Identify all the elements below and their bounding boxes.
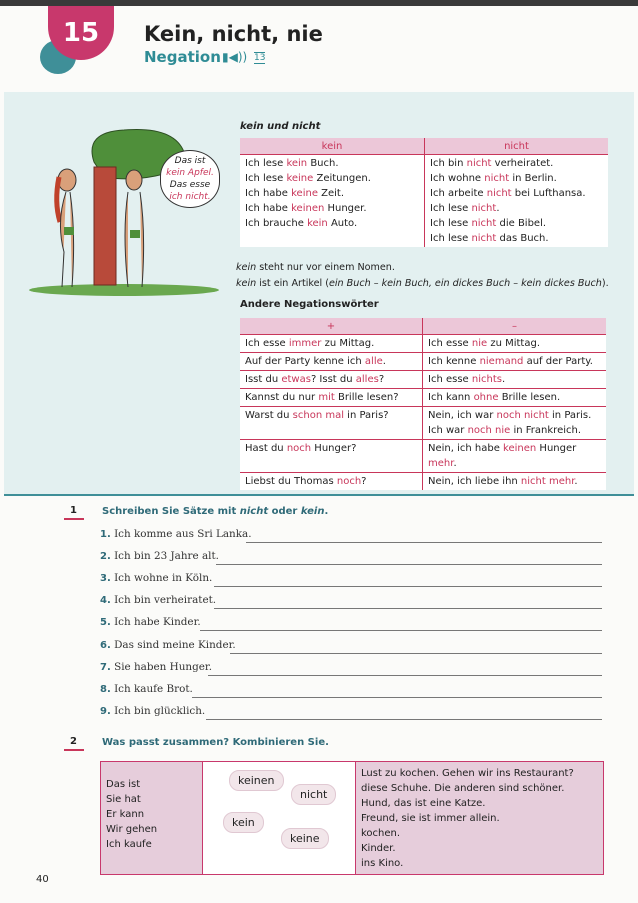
grammar-note-1: kein steht nur vor einem Nomen. <box>236 262 395 273</box>
sentence-item: 7. Sie haben Hunger. <box>100 661 213 673</box>
sentence-item: 2. Ich bin 23 Jahre alt. <box>100 550 219 562</box>
exercise-1-underline <box>64 518 84 520</box>
sentence-item: 9. Ich bin glücklich. <box>100 705 206 717</box>
kein-nicht-table <box>240 138 608 247</box>
answer-line-5[interactable] <box>200 630 602 631</box>
answer-line-6[interactable] <box>230 653 602 654</box>
sentence-item: 8. Ich kaufe Brot. <box>100 683 193 695</box>
word-chip-keine[interactable]: keine <box>281 828 329 849</box>
unit-subtitle: Negation <box>144 48 221 66</box>
exercise-2-instruction: Was passt zusammen? Kombinieren Sie. <box>102 737 329 748</box>
example-row: Ich wohne nicht in Berlin. <box>430 173 557 184</box>
table-row: Liebst du Thomas noch? Nein, ich liebe ihn nicht mehr. <box>240 473 606 491</box>
exercise-1-instruction: Schreiben Sie Sätze mit nicht oder kein. <box>102 506 329 517</box>
answer-line-2[interactable] <box>216 564 602 565</box>
answer-line-9[interactable] <box>206 719 602 720</box>
negation-word-bank <box>203 762 356 874</box>
example-row: Ich arbeite nicht bei Lufthansa. <box>430 188 586 199</box>
sentence-starts <box>101 762 203 874</box>
answer-line-8[interactable] <box>192 697 602 698</box>
column-header-minus: – <box>423 318 607 335</box>
exercise-2-underline <box>64 749 84 751</box>
list-item[interactable]: diese Schuhe. Die anderen sind schöner. <box>361 783 565 794</box>
example-row: Ich lese nicht. <box>430 203 500 214</box>
list-item[interactable]: Lust zu kochen. Gehen wir ins Restaurant? <box>361 768 574 779</box>
sentence-item: 1. Ich komme aus Sri Lanka. <box>100 528 252 540</box>
list-item[interactable]: Das ist <box>106 779 141 790</box>
table-row: Auf der Party kenne ich alle. Ich kenne niemand auf der Party. <box>240 353 606 371</box>
sentence-item: 6. Das sind meine Kinder. <box>100 639 236 651</box>
speech-bubble: Das ist kein Apfel. Das esse ich nicht. <box>160 150 220 208</box>
table-row: Ich esse immer zu Mittag. Ich esse nie zu Mittag. <box>240 335 606 353</box>
list-item[interactable]: ins Kino. <box>361 858 404 869</box>
table-row: Warst du schon mal in Paris? Nein, ich war noch nicht in Paris. Ich war noch nie in Frankreich. <box>240 407 606 440</box>
example-row: Ich brauche kein Auto. <box>245 218 358 229</box>
list-item[interactable]: Wir gehen <box>106 824 158 835</box>
list-item[interactable]: Ich kaufe <box>106 839 152 850</box>
word-chip-kein[interactable]: kein <box>223 812 264 833</box>
example-row: Ich bin nicht verheiratet. <box>430 158 554 169</box>
list-item[interactable]: Sie hat <box>106 794 141 805</box>
audio-icon[interactable]: ▮◀)) <box>222 50 248 64</box>
exercise-2-number: 2 <box>70 736 77 747</box>
negation-words-table <box>240 318 606 490</box>
adam-eve-illustration <box>24 122 224 297</box>
sentence-item: 5. Ich habe Kinder. <box>100 616 201 628</box>
column-header-plus: + <box>240 318 423 335</box>
example-row: Ich lese nicht das Buch. <box>430 233 549 244</box>
matching-box <box>100 761 604 875</box>
example-row: Ich lese keine Zeitungen. <box>245 173 371 184</box>
table-row: Kannst du nur mit Brille lesen? Ich kann ohne Brille lesen. <box>240 389 606 407</box>
exercise-1-number: 1 <box>70 505 77 516</box>
unit-number: 15 <box>48 6 114 60</box>
sentence-item: 3. Ich wohne in Köln. <box>100 572 213 584</box>
section-divider <box>4 494 634 496</box>
andere-heading: Andere Negationswörter <box>240 299 379 310</box>
list-item[interactable]: Hund, das ist eine Katze. <box>361 798 486 809</box>
kein-examples <box>240 155 425 248</box>
answer-line-3[interactable] <box>214 586 602 587</box>
list-item[interactable]: Er kann <box>106 809 145 820</box>
word-chip-keinen[interactable]: keinen <box>229 770 284 791</box>
list-item[interactable]: Freund, sie ist immer allein. <box>361 813 500 824</box>
list-item[interactable]: kochen. <box>361 828 401 839</box>
list-item[interactable]: Kinder. <box>361 843 396 854</box>
word-chip-nicht[interactable]: nicht <box>291 784 336 805</box>
sentence-endings <box>356 762 603 874</box>
grammar-note-2: kein ist ein Artikel (ein Buch – kein Buch, ein dickes Buch – kein dickes Buch). <box>236 278 609 289</box>
example-row: Ich lese nicht die Bibel. <box>430 218 547 229</box>
unit-title: Kein, nicht, nie <box>144 22 323 46</box>
kein-nicht-heading: kein und nicht <box>240 121 321 132</box>
answer-line-1[interactable] <box>246 542 602 543</box>
unit-header <box>0 6 638 92</box>
column-header-kein: kein <box>240 138 425 155</box>
nicht-examples <box>425 155 609 248</box>
column-header-nicht: nicht <box>425 138 609 155</box>
answer-line-4[interactable] <box>214 608 602 609</box>
table-row: Isst du etwas? Isst du alles? Ich esse nichts. <box>240 371 606 389</box>
example-row: Ich habe keine Zeit. <box>245 188 345 199</box>
sentence-item: 4. Ich bin verheiratet. <box>100 594 217 606</box>
audio-track-number: 13 <box>254 53 266 63</box>
table-row: Hast du noch Hunger? Nein, ich habe keinen Hunger mehr. <box>240 440 606 473</box>
page-number: 40 <box>36 874 49 885</box>
example-row: Ich habe keinen Hunger. <box>245 203 367 214</box>
answer-line-7[interactable] <box>208 675 602 676</box>
example-row: Ich lese kein Buch. <box>245 158 339 169</box>
